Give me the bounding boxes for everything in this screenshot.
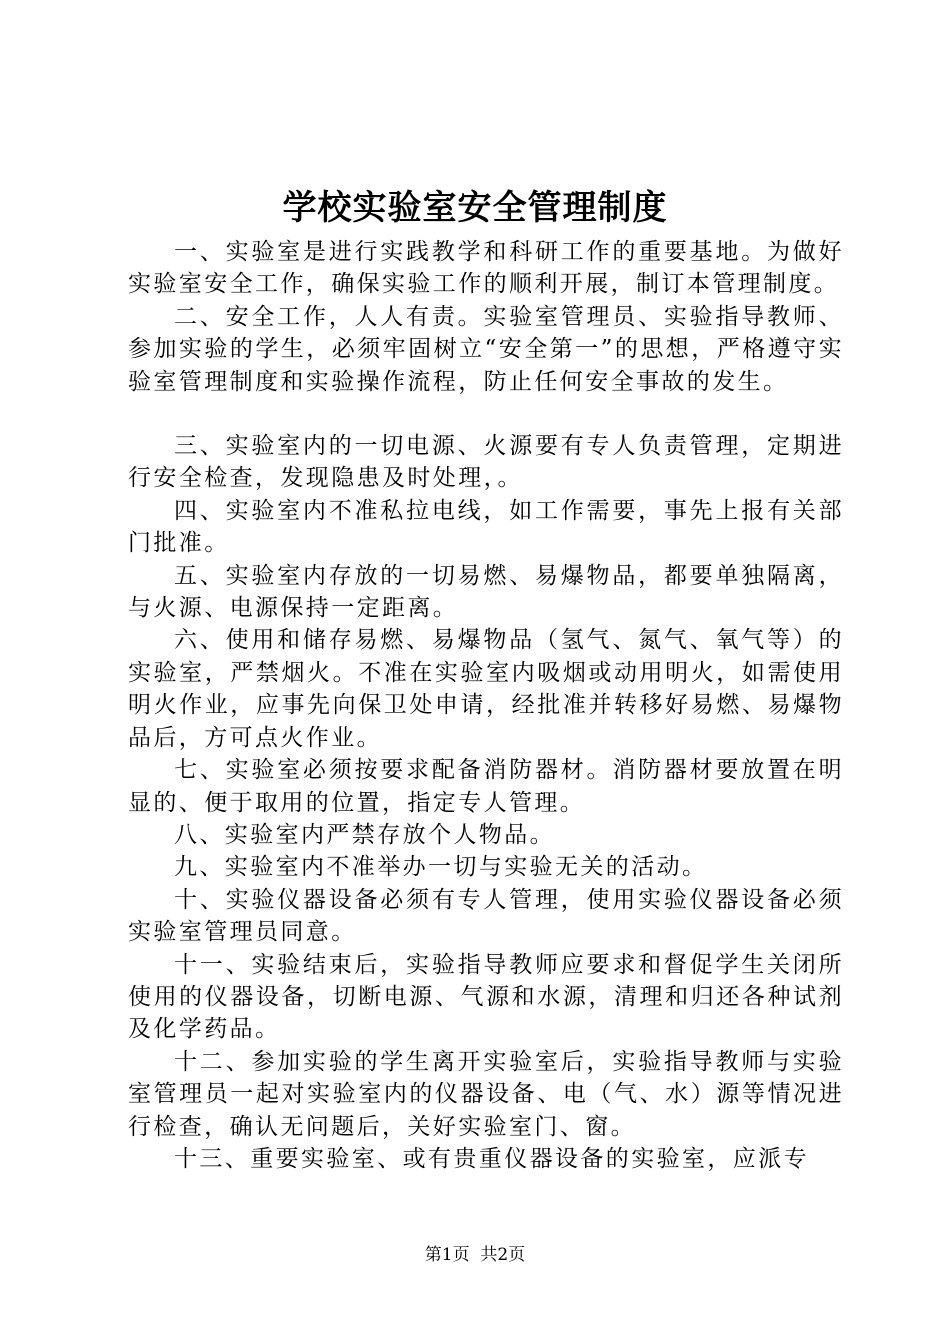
paragraph-9: 九、实验室内不准举办一切与实验无关的活动。 <box>174 854 708 881</box>
paragraph-8: 八、实验室内严禁存放个人物品。 <box>174 821 555 848</box>
paragraph-7: 七、实验室必须按要求配备消防器材。消防器材要放置在明显的、便于取用的位置，指定专人管理。 <box>128 757 844 816</box>
page-number: 第1页 共2页 <box>424 1245 526 1265</box>
paragraph-2: 二、安全工作，人人有责。实验室管理员、实验指导教师、参加实验的学生，必须牢固树立“安全第一”的思想，严格遵守实验室管理制度和实验操作流程，防止任何安全事故的发生。 <box>128 303 844 395</box>
paragraph-4: 四、实验室内不准私拉电线，如工作需要，事先上报有关部门批准。 <box>128 497 844 557</box>
document-body <box>128 236 844 1175</box>
paragraph-10: 十、实验仪器设备必须有专人管理，使用实验仪器设备必须实验室管理员同意。 <box>128 886 844 946</box>
page-footer <box>0 1243 950 1267</box>
paragraph-5: 五、实验室内存放的一切易燃、易爆物品，都要单独隔离，与火源、电源保持一定距离。 <box>128 562 844 622</box>
paragraph-6: 六、使用和储存易燃、易爆物品（氢气、氮气、氧气等）的实验室，严禁烟火。不准在实验室内吸烟或动用明火，如需使用明火作业，应事先向保卫处申请，经批准并转移好易燃、易爆物品后，方可点火作业。 <box>128 627 844 751</box>
paragraph-12: 十二、参加实验的学生离开实验室后，实验指导教师与实验室管理员一起对实验室内的仪器设备、电（气、水）源等情况进行检查，确认无问题后，关好实验室门、窗。 <box>128 1048 844 1140</box>
document-title: 学校实验室安全管理制度 <box>282 188 668 228</box>
paragraph-13: 十三、重要实验室、或有贵重仪器设备的实验室，应派专 <box>174 1145 809 1172</box>
paragraph-11: 十一、实验结束后，实验指导教师应要求和督促学生关闭所使用的仪器设备，切断电源、气源和水源，清理和归还各种试剂及化学药品。 <box>128 951 844 1043</box>
paragraph-3: 三、实验室内的一切电源、火源要有专人负责管理，定期进行安全检查，发现隐患及时处理，。 <box>128 433 844 492</box>
paragraph-1: 一、实验室是进行实践教学和科研工作的重要基地。为做好实验室安全工作，确保实验工作的顺利开展，制订本管理制度。 <box>128 239 844 298</box>
